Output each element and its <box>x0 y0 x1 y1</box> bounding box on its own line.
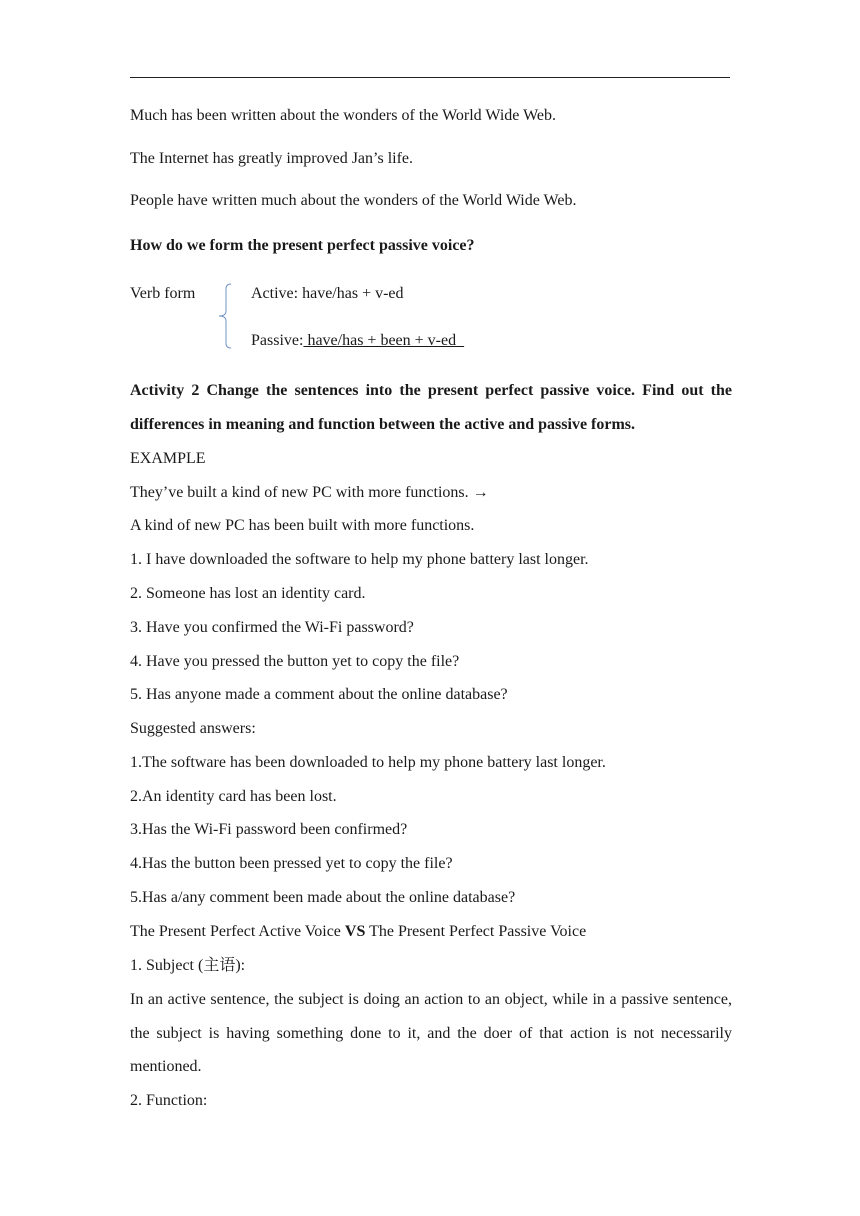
subject-body: In an active sentence, the subject is doing an action to an object, while in a passive sentence, the subject is having something done to it, and the doer of that action is not necessarily mentioned. <box>130 991 732 1075</box>
sentence-1: Much has been written about the wonders of the World Wide Web. <box>130 107 557 124</box>
comparison-left: The Present Perfect Active Voice <box>130 923 345 940</box>
sentence-3: People have written much about the wonders of the World Wide Web. <box>130 192 577 209</box>
answer-5: 5.Has a/any comment been made about the online database? <box>130 889 516 906</box>
answer-2: 2.An identity card has been lost. <box>130 788 337 805</box>
subject-heading: 1. Subject (主语): <box>130 957 246 974</box>
answer-4: 4.Has the button been pressed yet to copy the file? <box>130 855 453 872</box>
exercise-item-1: 1. I have downloaded the software to help my phone battery last longer. <box>130 551 589 568</box>
exercise-item-5: 5. Has anyone made a comment about the online database? <box>130 686 508 703</box>
voice-comparison <box>130 922 586 942</box>
header-rule <box>130 77 730 78</box>
answer-1: 1.The software has been downloaded to help my phone battery last longer. <box>130 754 606 771</box>
comparison-right: The Present Perfect Passive Voice <box>365 923 587 940</box>
comparison-vs: VS <box>344 923 366 940</box>
answers-label: Suggested answers: <box>130 720 256 737</box>
exercise-item-2: 2. Someone has lost an identity card. <box>130 585 366 602</box>
answer-3: 3.Has the Wi-Fi password been confirmed? <box>130 821 408 838</box>
example-passive: A kind of new PC has been built with more functions. <box>130 517 475 534</box>
sentence-2: The Internet has greatly improved Jan’s life. <box>130 150 414 167</box>
activity-2-heading: Activity 2 Change the sentences into the present perfect passive voice. Find out the differences in meaning and function between the active and passive forms. <box>130 382 732 433</box>
example-label: EXAMPLE <box>130 450 206 467</box>
passive-formula: have/has + been + v-ed <box>303 332 465 349</box>
passive-label: Passive: <box>251 332 304 349</box>
form-question: How do we form the present perfect passive voice? <box>130 237 475 254</box>
brace-icon <box>218 283 232 349</box>
example-active: They’ve built a kind of new PC with more functions. → <box>130 484 489 501</box>
function-heading: 2. Function: <box>130 1092 208 1109</box>
passive-form <box>251 331 464 351</box>
verb-form-label: Verb form <box>130 285 196 302</box>
exercise-item-3: 3. Have you confirmed the Wi-Fi password? <box>130 619 414 636</box>
active-form: Active: have/has + v-ed <box>251 285 404 302</box>
exercise-item-4: 4. Have you pressed the button yet to copy the file? <box>130 653 460 670</box>
